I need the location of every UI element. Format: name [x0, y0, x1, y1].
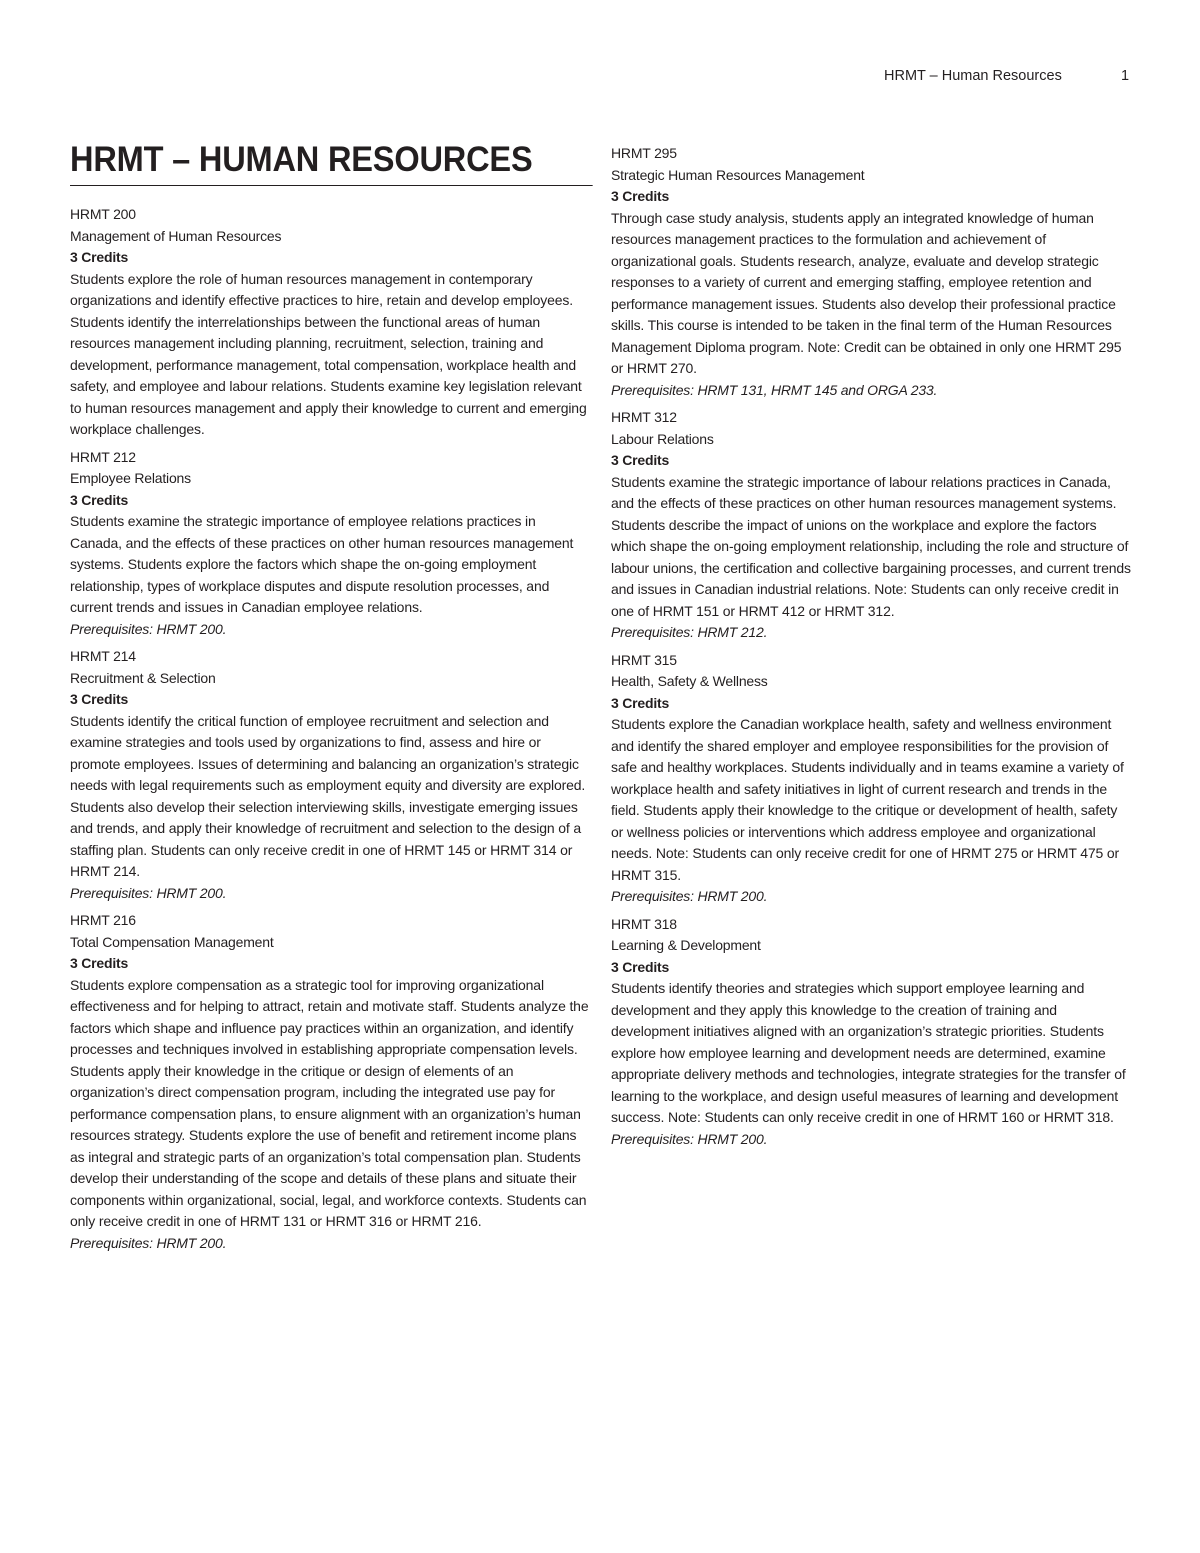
course-code: HRMT 212 [70, 448, 136, 465]
course-credits: 3 Credits [70, 691, 129, 707]
page-title: HRMT – HUMAN RESOURCES [70, 140, 592, 186]
course-name: Employee Relations [70, 470, 191, 486]
course-code: HRMT 315 [611, 651, 677, 668]
course-entry [611, 650, 1131, 908]
course-credits: 3 Credits [70, 491, 129, 508]
course-description: Students explore the Canadian workplace health, safety and wellness environment and identify the shared employer and employee responsibilities for the provision of safe and healthy workplaces. Students individually and in teams examine a variety of workplace health and safety initiatives in light of current research and trends in the field. Students apply their knowledge to the critique or development of health, safety or wellness policies or interventions which address employee and organizational needs. Note: Students can only receive credit for one of HRMT 275 or HRMT 475 or HRMT 315. [611, 716, 1124, 883]
left-column [70, 140, 590, 1260]
course-name: Total Compensation Management [70, 933, 274, 950]
course-description: Students explore the role of human resources management in contemporary organizations and identify effective practices to hire, retain and develop employees. Students identify the interrelationships between the functional areas of human resources management including planning, recruitment, selection, training and development, performance management, total compensation, workplace health and safety, and employee and labour relations. Students examine key legislation relevant to human resources management and apply their knowledge to current and emerging workplace challenges. [70, 270, 587, 437]
course-description: Through case study analysis, students apply an integrated knowledge of human resources management practices to the formulation and achievement of organizational goals. Students research, analyze, evaluate and develop strategic responses to a variety of current and emerging staffing, employee retention and performance management issues. Students also develop their professional practice skills. This course is intended to be taken in the final term of the Human Resources Management Diploma program. Note: Credit can be obtained in only one HRMT 295 or HRMT 270. [611, 209, 1122, 376]
course-code: HRMT 216 [70, 912, 136, 928]
course-credits: 3 Credits [70, 955, 129, 971]
course-credits: 3 Credits [611, 188, 670, 204]
course-entry [611, 407, 1131, 644]
course-name: Learning & Development [611, 937, 761, 953]
course-code: HRMT 312 [611, 409, 677, 425]
course-prerequisites: Prerequisites: HRMT 200. [70, 1234, 227, 1251]
course-credits: 3 Credits [611, 694, 670, 711]
course-description: Students explore compensation as a strategic tool for improving organizational effectiveness and for helping to attract, retain and motivate staff. Students analyze the factors which shape and influence pay practices within an organization, and identify processes and techniques involved in establishing appropriate compensation levels. Students apply their knowledge in the critique or design of elements of an organization’s direct compensation program, including the integrated use pay for performance compensation plans, to ensure alignment with an organization’s human resources strategy. Students explore the use of benefit and retirement income plans as integral and strategic parts of an organization’s total compensation plan. Students develop their understanding of the scope and details of these plans and situate their components within organizational, social, legal, and workforce contexts. Students can only receive credit in one of HRMT 131 or HRMT 316 or HRMT 216. [70, 976, 589, 1229]
course-name: Strategic Human Resources Management [611, 166, 865, 183]
course-description: Students identify theories and strategies which support employee learning and development and they apply this knowledge to the creation of training and development initiatives aligned with an organization’s strategic priorities. Students explore how employee learning and development needs are determined, examine appropriate delivery methods and technologies, integrate strategies for the transfer of learning to the workplace, and design useful measures of learning and development success. Note: Students can only receive credit in one of HRMT 160 or HRMT 318. [611, 980, 1126, 1125]
course-entry [70, 646, 590, 904]
course-code: HRMT 295 [611, 145, 677, 161]
course-entry [611, 914, 1131, 1151]
course-prerequisites: Prerequisites: HRMT 200. [611, 888, 768, 904]
course-description: Students examine the strategic importance of labour relations practices in Canada, and the effects of these practices on other human resources management systems. Students describe the impact of unions on the workplace and explore the factors which shape the on-going employment relationship, including the role and structure of labour unions, the certification and collective bargaining processes, and current trends and issues in Canadian industrial relations. Note: Students can only receive credit in one of HRMT 151 or HRMT 412 or HRMT 312. [611, 473, 1131, 619]
course-credits: 3 Credits [70, 249, 129, 265]
course-entry [70, 447, 590, 641]
course-prerequisites: Prerequisites: HRMT 212. [611, 624, 768, 640]
course-name: Health, Safety & Wellness [611, 673, 768, 689]
page-number: 1 [1121, 68, 1130, 84]
course-code: HRMT 214 [70, 648, 136, 664]
course-prerequisites: Prerequisites: HRMT 200. [70, 884, 227, 901]
course-prerequisites: Prerequisites: HRMT 131, HRMT 145 and ORGA 233. [611, 381, 938, 398]
course-code: HRMT 318 [611, 915, 677, 932]
course-code: HRMT 200 [70, 206, 136, 222]
right-column [611, 143, 1131, 1156]
course-name: Management of Human Resources [70, 227, 282, 244]
course-description: Students identify the critical function of employee recruitment and selection and examine strategies and tools used by organizations to find, assess and hire or promote employees. Issues of determining and balancing an organization’s strategic needs with legal requirements such as employment equity and diversity are explored. Students also develop their selection interviewing skills, investigate emerging issues and trends, and apply their knowledge of recruitment and selection to the design of a staffing plan. Students can only receive credit in one of HRMT 145 or HRMT 314 or HRMT 214. [70, 712, 586, 879]
course-entry [70, 910, 590, 1254]
course-entry [611, 143, 1131, 401]
course-prerequisites: Prerequisites: HRMT 200. [611, 1130, 768, 1147]
course-name: Labour Relations [611, 430, 714, 447]
running-header: HRMT – Human Resources [884, 68, 1062, 84]
course-credits: 3 Credits [611, 452, 670, 468]
title-block [70, 140, 590, 186]
course-prerequisites: Prerequisites: HRMT 200. [70, 620, 227, 637]
course-entry [70, 204, 590, 441]
course-credits: 3 Credits [611, 958, 670, 975]
course-description: Students examine the strategic importance of employee relations practices in Canada, and the effects of these practices on other human resources management systems. Students explore the factors which shape the on-going employment relationship, types of workplace disputes and dispute resolution processes, and current trends and issues in Canadian employee relations. [70, 513, 574, 615]
course-name: Recruitment & Selection [70, 669, 216, 686]
